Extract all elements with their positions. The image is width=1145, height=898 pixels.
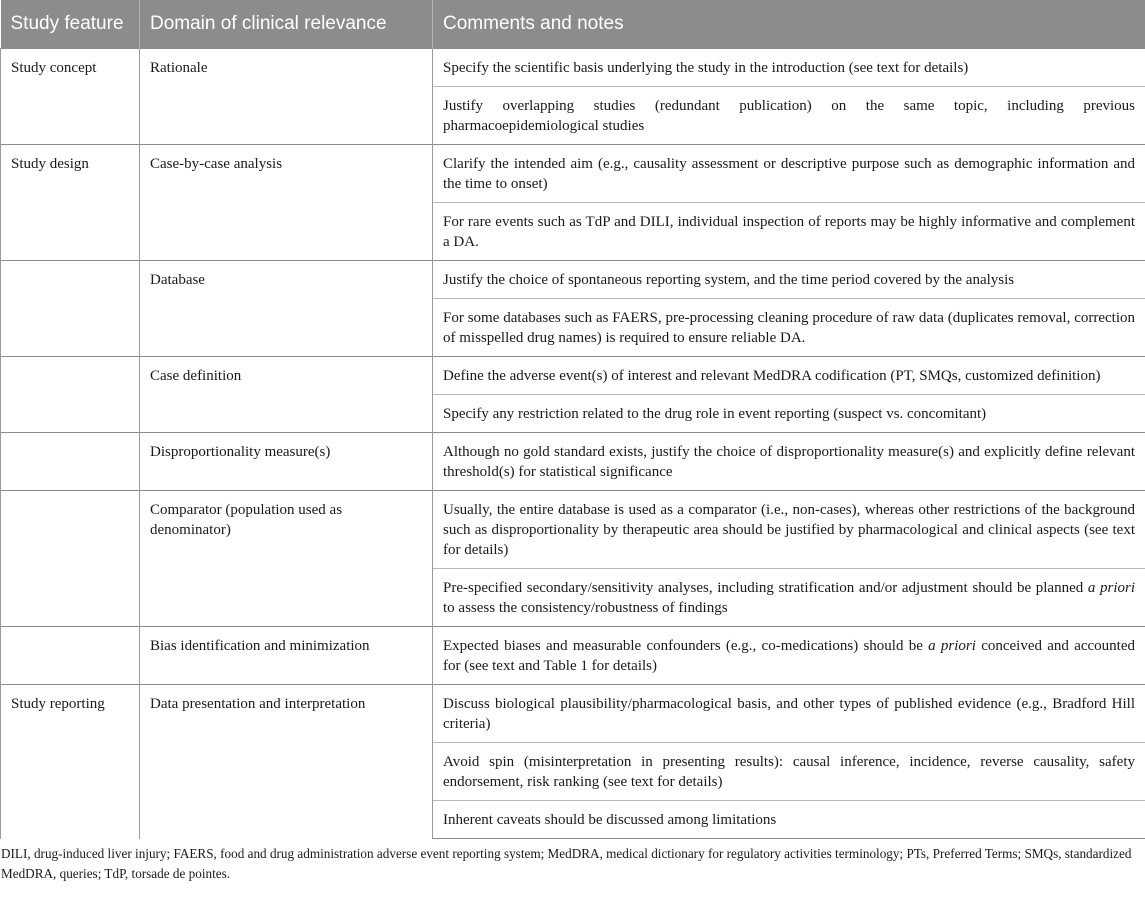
- table-row: [1, 357, 1145, 395]
- study-feature-cell: [1, 491, 140, 627]
- comment-cell: Specify any restriction related to the drug role in event reporting (suspect vs. concomitant): [433, 395, 1145, 433]
- comment-text: conceived and accounted for (see text and Table 1 for details): [443, 638, 1135, 674]
- comment-italic-term: a priori: [1087, 580, 1135, 596]
- domain-cell: Case-by-case analysis: [140, 145, 433, 261]
- comment-cell: [433, 627, 1145, 685]
- header-study-feature: Study feature: [1, 0, 140, 49]
- header-row: [1, 0, 1145, 49]
- comment-cell: Specify the scientific basis underlying the study in the introduction (see text for details): [433, 49, 1145, 87]
- comment-cell: Usually, the entire database is used as a comparator (i.e., non-cases), whereas other restrictions of the background such as disproportionality by therapeutic area should be justified by pharmacological and clinical aspects (see text for details): [433, 491, 1145, 569]
- comment-cell: Justify overlapping studies (redundant publication) on the same topic, including previous pharmacoepidemiological studies: [433, 87, 1145, 145]
- domain-cell: Case definition: [140, 357, 433, 433]
- table-row: [1, 145, 1145, 203]
- table-row: [1, 627, 1145, 685]
- comment-text: Expected biases and measurable confounders (e.g., co-medications) should be: [443, 638, 929, 654]
- domain-cell: Disproportionality measure(s): [140, 433, 433, 491]
- study-feature-cell: Study concept: [1, 49, 140, 145]
- comment-cell: Although no gold standard exists, justify the choice of disproportionality measure(s) and explicitly define relevant threshold(s) for statistical significance: [433, 433, 1145, 491]
- table-footnote: DILI, drug-induced liver injury; FAERS, food and drug administration adverse event reporting system; MedDRA, medical dictionary for regulatory activities terminology; PTs, Preferred Terms; SMQs, standardized MedDRA, queries; TdP, torsade de pointes.: [1, 846, 1132, 881]
- domain-cell: Bias identification and minimization: [140, 627, 433, 685]
- domain-cell: Comparator (population used as denominator): [140, 491, 433, 627]
- study-feature-cell: [1, 627, 140, 685]
- study-feature-cell: [1, 433, 140, 491]
- domain-cell: Database: [140, 261, 433, 357]
- comment-cell: For rare events such as TdP and DILI, individual inspection of reports may be highly informative and complement a DA.: [433, 203, 1145, 261]
- table-row: [1, 49, 1145, 87]
- table-row: [1, 685, 1145, 743]
- comment-cell: [433, 569, 1145, 627]
- comment-cell: For some databases such as FAERS, pre-processing cleaning procedure of raw data (duplicates removal, correction of misspelled drug names) is required to ensure reliable DA.: [433, 299, 1145, 357]
- study-feature-cell: [1, 357, 140, 433]
- study-feature-cell: [1, 261, 140, 357]
- domain-cell: Rationale: [140, 49, 433, 145]
- table-body: [1, 49, 1145, 839]
- comment-cell: Justify the choice of spontaneous reporting system, and the time period covered by the analysis: [433, 261, 1145, 299]
- comment-cell: Discuss biological plausibility/pharmacological basis, and other types of published evidence (e.g., Bradford Hill criteria): [433, 685, 1145, 743]
- study-feature-cell: Study reporting: [1, 685, 140, 839]
- table-header: [1, 0, 1145, 49]
- table-row: [1, 491, 1145, 569]
- comment-text: Pre-specified secondary/sensitivity analyses, including stratification and/or adjustment should be planned: [443, 580, 1088, 596]
- comment-cell: Clarify the intended aim (e.g., causality assessment or descriptive purpose such as demographic information and the time to onset): [433, 145, 1145, 203]
- domain-cell: Data presentation and interpretation: [140, 685, 433, 839]
- comment-cell: Define the adverse event(s) of interest and relevant MedDRA codification (PT, SMQs, customized definition): [433, 357, 1145, 395]
- comment-cell: Avoid spin (misinterpretation in presenting results): causal inference, incidence, reverse causality, safety endorsement, risk ranking (see text for details): [433, 743, 1145, 801]
- comment-text: to assess the consistency/robustness of findings: [443, 600, 728, 616]
- header-comments: Comments and notes: [433, 0, 1145, 49]
- study-feature-cell: Study design: [1, 145, 140, 261]
- comment-cell: Inherent caveats should be discussed among limitations: [433, 801, 1145, 839]
- comment-italic-term: a priori: [928, 638, 976, 654]
- table-row: [1, 261, 1145, 299]
- table-row: [1, 433, 1145, 491]
- header-domain: Domain of clinical relevance: [140, 0, 433, 49]
